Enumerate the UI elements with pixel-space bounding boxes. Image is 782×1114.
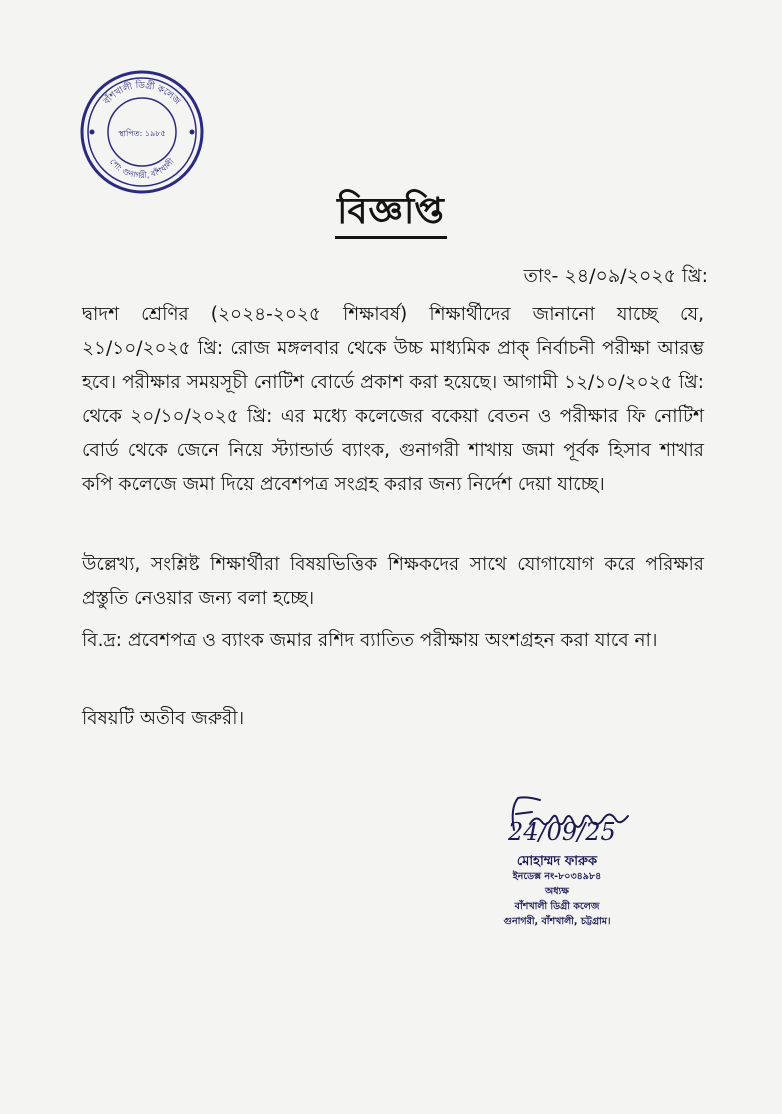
seal-text-est: স্থাপিত: ১৯৮৫ [118,129,166,138]
svg-text:বাঁশখালী ডিগ্রী কলেজ [100,79,183,108]
stamp-college: বাঁশখালী ডিগ্রী কলেজ [514,901,600,912]
principal-stamp [472,854,642,929]
paragraph-nb: বি.দ্র: প্রবেশপত্র ও ব্যাংক জমার রশিদ ব্যাতিত পরীক্ষায় অংশগ্রহন করা যাবে না। [82,630,658,651]
svg-text:পো: গুনাগরী, বাঁশখালী [108,156,176,180]
paragraph-preparation: উল্লেখ্য, সংশ্লিষ্ট শিক্ষার্থীরা বিষয়ভিত্তিক শিক্ষকদের সাথে যোগাযোগ করে পরিক্ষার প্রস্তুতি নেওয়ার জন্য বলা হচ্ছে। [82,554,704,609]
paragraph-exam-info: দ্বাদশ শ্রেণির (২০২৪-২০২৫ শিক্ষাবর্ষ) শিক্ষার্থীদের জানানো যাচ্ছে যে, ২১/১০/২০২৫ খ্রি: রোজ মঙ্গলবার থেকে উচ্চ মাধ্যমিক প্রাক্ নির্বাচনী পরীক্ষা আরম্ভ হবে। পরীক্ষার সময়সূচী নোটিশ বোর্ডে প্রকাশ করা হয়েছে। আগামী ১২/১০/২০২৫ খ্রি: থেকে ২০/১০/২০২৫ খ্রি: এর মধ্যে কলেজের বকেয়া বেতন ও পরীক্ষার ফি নোটিশ বোর্ড থেকে জেনে নিয়ে স্ট্যান্ডার্ড ব্যাংক, গুনাগরী শাখায় জমা পূর্বক হিসাব শাখার কপি কলেজে জমা দিয়ে প্রবেশপত্র সংগ্রহ করার জন্য নির্দেশ দেয়া যাচ্ছে। [82,304,704,495]
paragraph-urgent: বিষয়টি অতীব জরুরী। [82,708,245,729]
signature-date: 24/09/25 [508,818,616,846]
college-seal [78,68,206,196]
seal-text-bottom: পো: গুনাগরী, বাঁশখালী [108,157,176,181]
stamp-address: গুনাগরী, বাঁশখালী, চট্টগ্রাম। [503,916,611,927]
stamp-role: অধ্যক্ষ [544,886,569,897]
seal-text-top: বাঁশখালী ডিগ্রী কলেজ [102,80,182,107]
stamp-name: মোহাম্মদ ফারুক [516,854,598,869]
notice-title [0,184,782,244]
notice-date: তাং- ২৪/০৯/২০২৫ খ্রি: [523,265,708,287]
stamp-index: ইনডেক্স নং-৮০৩৪৯৮৪ [512,871,602,882]
notice-title-text: বিজ্ঞপ্তি [335,191,447,239]
